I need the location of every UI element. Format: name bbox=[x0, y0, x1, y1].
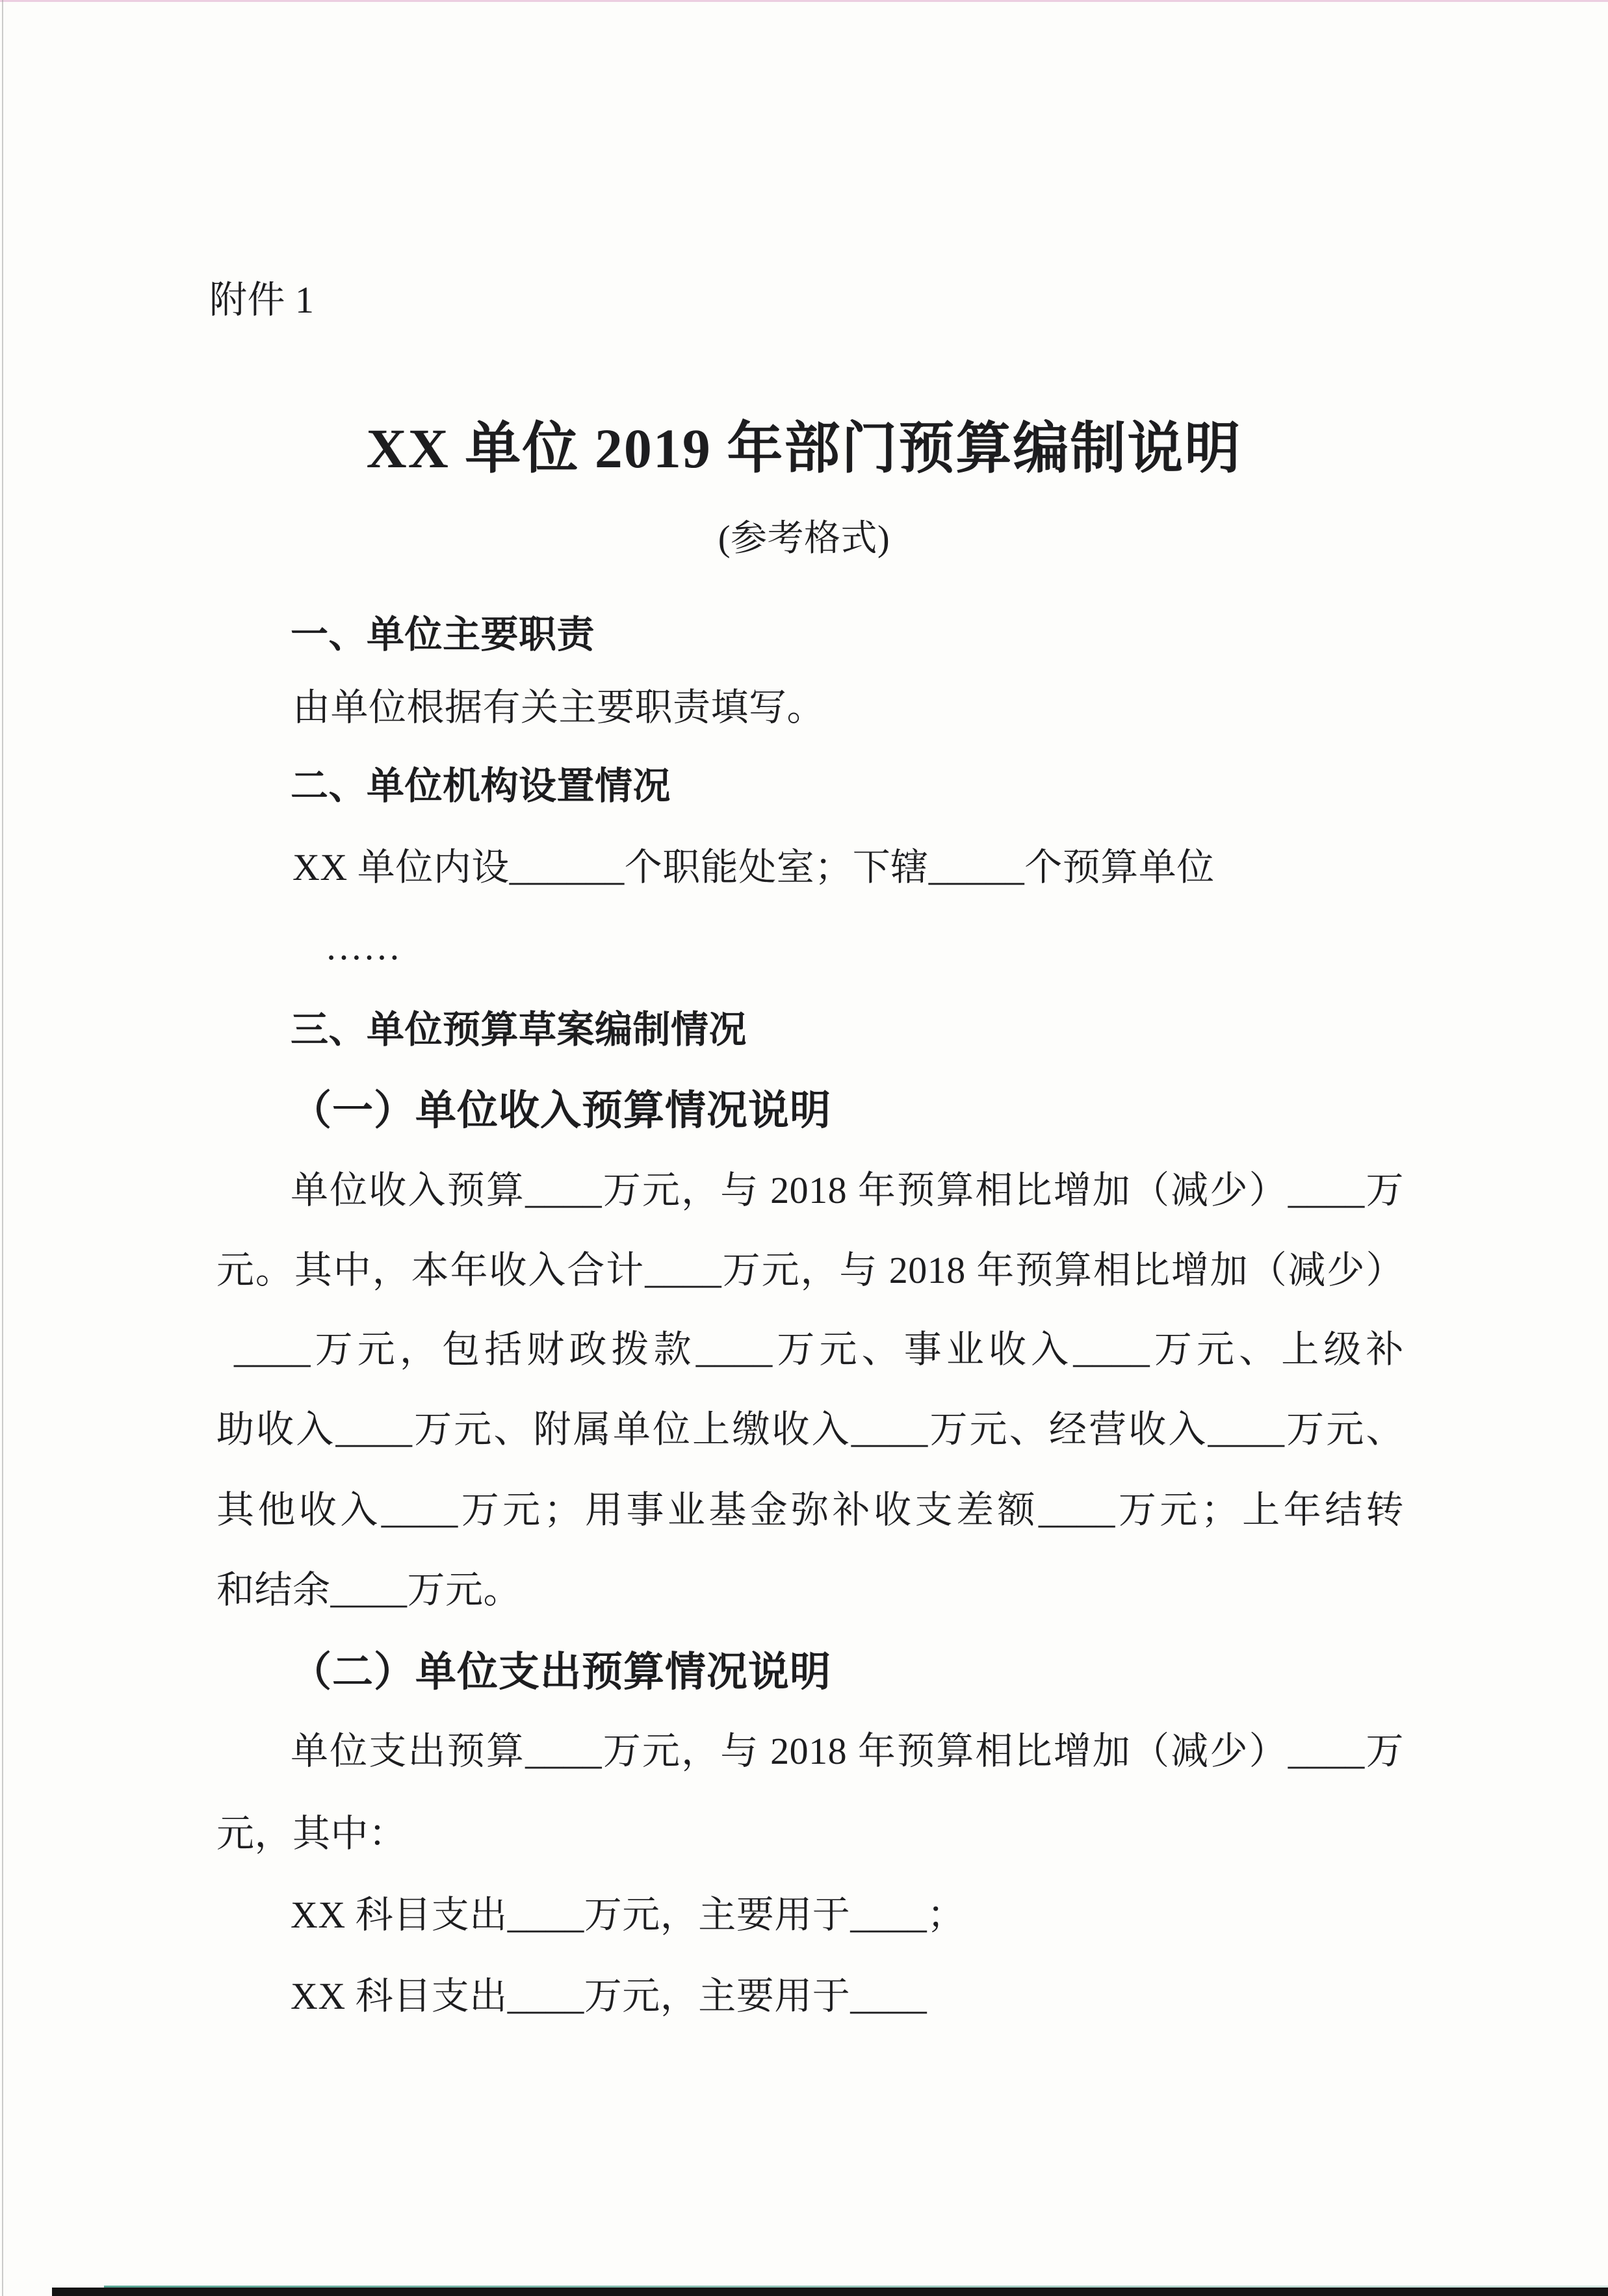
top-scan-artifact-line bbox=[0, 0, 1608, 2]
para-income-line-6: 和结余____万元。 bbox=[216, 1569, 522, 1611]
section-heading-org-setup: 二、单位机构设置情况 bbox=[291, 765, 671, 807]
para-income-line-2: 元。其中，本年收入合计____万元，与 2018 年预算相比增加（减少） bbox=[216, 1249, 1404, 1291]
section-heading-budget-draft: 三、单位预算草案编制情况 bbox=[291, 1009, 747, 1051]
ellipsis-line: …… bbox=[325, 925, 401, 968]
para-income-line-1: 单位收入预算____万元，与 2018 年预算相比增加（减少）____万 bbox=[291, 1169, 1404, 1211]
para-income-line-3: ____万元，包括财政拨款____万元、事业收入____万元、上级补 bbox=[234, 1328, 1404, 1371]
para-expenditure-line-2: 元，其中： bbox=[216, 1812, 407, 1855]
left-scan-artifact-line bbox=[2, 0, 3, 2296]
doc-subtitle: (参考格式) bbox=[718, 519, 890, 559]
para-income-line-4: 助收入____万元、附属单位上缴收入____万元、经营收入____万元、 bbox=[216, 1408, 1404, 1451]
para-income-line-5: 其他收入____万元；用事业基金弥补收支差额____万元；上年结转 bbox=[216, 1489, 1404, 1531]
subheading-income-budget: （一）单位收入预算情况说明 bbox=[291, 1088, 831, 1133]
attachment-label: 附件 1 bbox=[209, 279, 315, 321]
para-subject-expense-1: XX 科目支出____万元，主要用于____； bbox=[291, 1894, 965, 1936]
para-subject-expense-2: XX 科目支出____万元，主要用于____ bbox=[291, 1975, 927, 2017]
section-heading-main-duties: 一、单位主要职责 bbox=[291, 613, 595, 656]
doc-title: XX 单位 2019 年部门预算编制说明 bbox=[366, 417, 1242, 480]
para-org-setup: XX 单位内设______个职能处室；下辖_____个预算单位 bbox=[292, 846, 1215, 888]
para-main-duties: 由单位根据有关主要职责填写。 bbox=[292, 686, 825, 729]
subheading-expenditure-budget: （二）单位支出预算情况说明 bbox=[291, 1649, 831, 1695]
bottom-scan-band bbox=[52, 2288, 1608, 2296]
para-expenditure-line-1: 单位支出预算____万元，与 2018 年预算相比增加（减少）____万 bbox=[291, 1730, 1404, 1772]
